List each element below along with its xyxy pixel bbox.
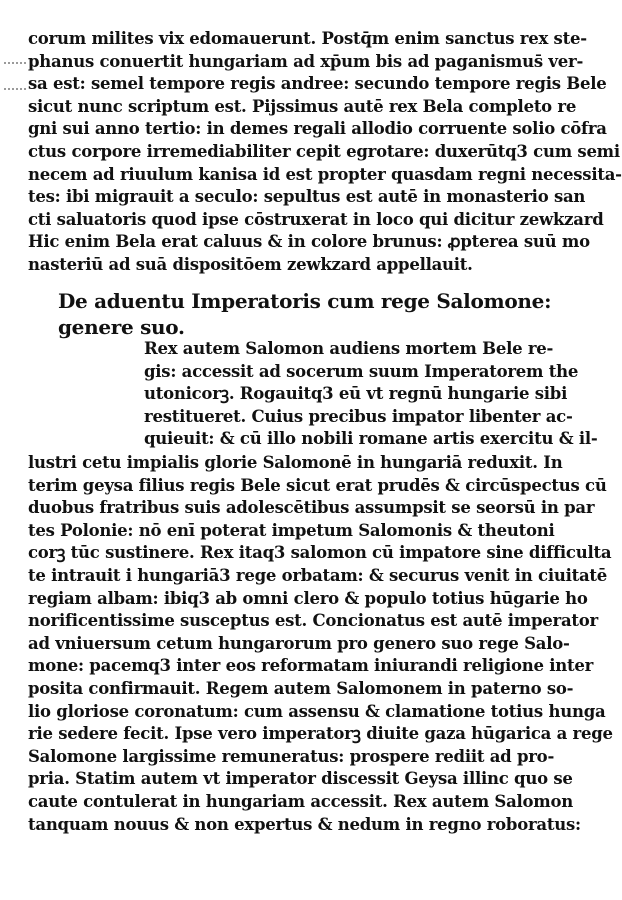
- text-line: Salomone largissime remuneratus: prospere rediit ad pro-: [28, 746, 555, 766]
- text-line: gni sui anno tertio: in demes regali allodio corruente solio cōfra: [28, 119, 607, 139]
- text-line: corꝫ tūc sustinere. Rex itaq3 salomon cū impatore sine difficulta: [28, 543, 612, 563]
- margin-marks: [4, 62, 26, 90]
- text-line: nasteriū ad suā dispositōem zewkzard appellauit.: [28, 254, 473, 274]
- text-line: duobus fratribus suis adolescētibus assumpsit se seorsū in par: [28, 498, 595, 518]
- text-line: ctus corpore irremediabiliter cepit egrotare: duxerūtq3 cum semi: [28, 141, 620, 161]
- heading-line: De aduentu Imperatoris cum rege Salomone:: [58, 289, 552, 313]
- text-line: mone: pacemq3 inter eos reformatam iniurandi religione inter: [28, 656, 594, 676]
- text-line: te intrauit i hungariā3 rege orbatam: & securus venit in ciuitatē: [28, 565, 608, 585]
- text-line: phanus conuertit hungariam ad xp̄um bis ad paganismus̄ ver-: [28, 51, 584, 71]
- text-line: corum milites vix edomauerunt. Postq̄m enim sanctus rex ste-: [28, 29, 587, 48]
- text-line: Rex autem Salomon audiens mortem Bele re-: [144, 339, 554, 358]
- text-line: terim geysa filius regis Bele sicut erat prudēs & circūspectus cū: [28, 475, 607, 495]
- text-line: necem ad riuulum kanisa id est propter quasdam regni necessita-: [28, 164, 622, 184]
- text-line: rie sedere fecit. Ipse vero imperatorꝫ diuite gaza hūgarica a rege: [28, 724, 613, 744]
- text-line: gis: accessit ad socerum suum Imperatorem the: [144, 361, 579, 381]
- chapter-heading: [58, 288, 552, 340]
- heading-line: genere suo.: [58, 315, 185, 339]
- text-line: utonicorꝫ. Rogauitq3 eū vt regnū hungarie sibi: [144, 384, 568, 404]
- text-line: lio gloriose coronatum: cum assensu & clamatione totius hunga: [28, 701, 606, 721]
- text-line: restitueret. Cuius precibus impator libenter ac-: [144, 406, 573, 426]
- text-line: caute contulerat in hungariam accessit. Rex autem Salomon: [28, 791, 573, 811]
- text-line: sa est: semel tempore regis andree: secundo tempore regis Bele: [28, 74, 607, 94]
- text-line: ad vniuersum cetum hungarorum pro genero suo rege Salo-: [28, 633, 570, 653]
- text-line: quieuit: & cū illo nobili romane artis exercitu & il-: [144, 429, 598, 449]
- text-line: posita confirmauit. Regem autem Salomonem in paterno so-: [28, 678, 574, 698]
- text-line: regiam albam: ibiq3 ab omni clero & populo totius hūgarie ho: [28, 588, 588, 608]
- paragraph-2: [28, 452, 613, 836]
- text-line: norificentissime susceptus est. Concionatus est autē imperator: [28, 611, 598, 631]
- text-line: lustri cetu impialis glorie Salomonē in hungariā reduxit. In: [28, 453, 563, 472]
- text-line: sicut nunc scriptum est. Pijssimus autē rex Bela completo re: [28, 96, 577, 116]
- paragraph-1: [28, 28, 622, 277]
- text-line: Hic enim Bela erat caluus & in colore brunus: ꝓpterea suū mo: [28, 232, 590, 252]
- text-line: tes Polonie: nō enī poterat impetum Salomonis & theutoni: [28, 520, 555, 540]
- text-line: tes: ibi migrauit a seculo: sepultus est autē in monasterio san: [28, 187, 586, 207]
- paragraph-2-indented: [144, 338, 598, 451]
- text-line: cti saluatoris quod ipse cōstruxerat in loco qui dicitur zewkzard: [28, 209, 604, 229]
- text-line: pria. Statim autem vt imperator discessit Geysa illinc quo se: [28, 769, 573, 789]
- text-line: tanquam nouus & non expertus & nedum in regno roboratus:: [28, 814, 581, 834]
